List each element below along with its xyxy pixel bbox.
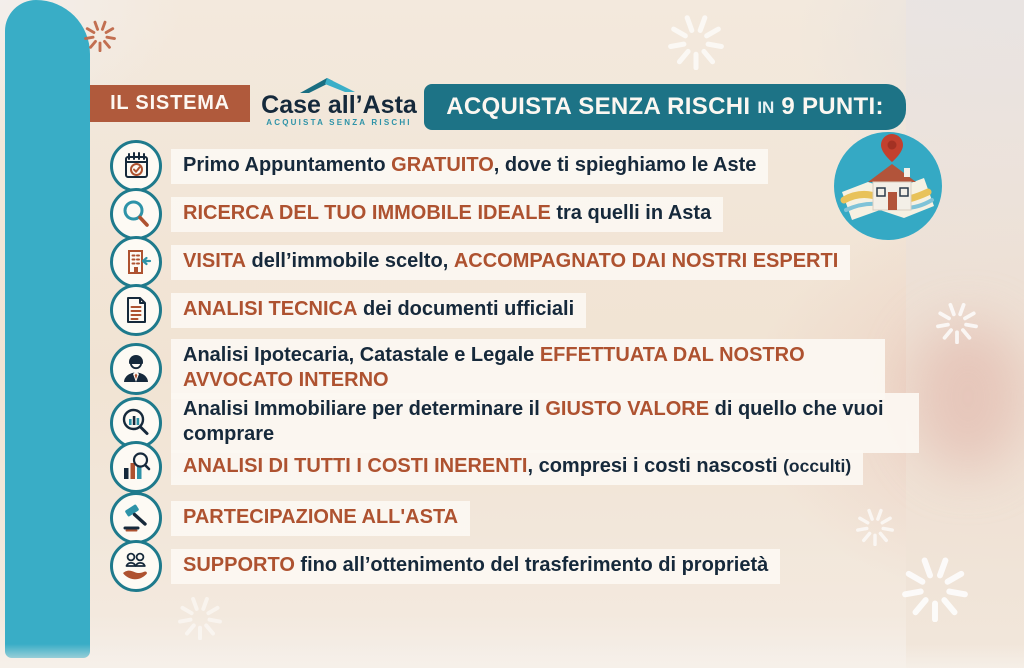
item-text — [171, 197, 723, 232]
plain-text: Analisi Ipotecaria, Catastale e Legale — [183, 344, 540, 366]
plain-text: , compresi i costi nascosti — [527, 454, 784, 477]
highlighted-text: EFFETTUATA DAL NOSTRO AVVOCATO INTERNO — [183, 344, 805, 391]
plain-text: (occulti) — [783, 455, 852, 476]
highlighted-text: SUPPORTO — [183, 553, 295, 576]
item-text — [171, 450, 863, 485]
building-visit-icon — [110, 236, 162, 288]
brand-name: Case all’Asta — [261, 91, 417, 119]
list-item — [110, 540, 780, 592]
list-item — [110, 140, 768, 192]
highlighted-text: GIUSTO VALORE — [545, 398, 710, 420]
list-item — [110, 441, 863, 493]
plain-text: dell’immobile scelto, — [245, 249, 454, 272]
calendar-icon — [110, 140, 162, 192]
item-text — [171, 149, 768, 184]
plain-text: Primo Appuntamento — [183, 153, 392, 176]
lawyer-icon — [110, 343, 162, 395]
highlighted-text: RICERCA DEL TUO IMMOBILE IDEALE — [183, 201, 551, 224]
plain-text: di quello che vuoi comprare — [183, 398, 884, 445]
plain-text: Analisi Immobiliare per determinare il — [183, 398, 546, 420]
banner-suffix-text: 9 PUNTI: — [781, 93, 884, 120]
gavel-icon — [110, 492, 162, 544]
highlighted-text: VISITA — [183, 249, 246, 272]
item-text — [171, 549, 780, 584]
item-text — [171, 293, 586, 328]
list-item — [110, 339, 885, 399]
list-item — [110, 188, 723, 240]
item-text — [171, 245, 850, 280]
highlighted-text: ACCOMPAGNATO DAI NOSTRI ESPERTI — [453, 249, 839, 272]
banner-main-text: ACQUISTA SENZA RISCHI — [446, 93, 751, 120]
highlighted-text: ANALISI TECNICA — [183, 297, 358, 320]
banner-connector-text: IN — [757, 98, 775, 117]
plain-text: fino all’ottenimento del trasferimento di proprietà — [294, 553, 769, 576]
search-icon — [110, 188, 162, 240]
plain-text: tra quelli in Asta — [550, 201, 712, 224]
support-hand-icon — [110, 540, 162, 592]
plain-text: , dove ti spieghiamo le Aste — [493, 153, 757, 176]
highlighted-text: ANALISI DI TUTTI I COSTI INERENTI — [183, 454, 528, 477]
list-item — [110, 284, 586, 336]
highlighted-text: GRATUITO — [391, 153, 494, 176]
item-text — [171, 339, 885, 399]
brand-tagline: ACQUISTA SENZA RISCHI — [266, 118, 412, 127]
house-on-map-illustration — [832, 130, 944, 242]
costs-chart-icon — [110, 441, 162, 493]
plain-text: dei documenti ufficiali — [357, 297, 575, 320]
list-item — [110, 492, 470, 544]
document-icon — [110, 284, 162, 336]
system-label: IL SISTEMA — [110, 92, 230, 114]
item-text — [171, 501, 470, 536]
highlighted-text: PARTECIPAZIONE ALL'ASTA — [183, 505, 459, 528]
list-item — [110, 236, 850, 288]
